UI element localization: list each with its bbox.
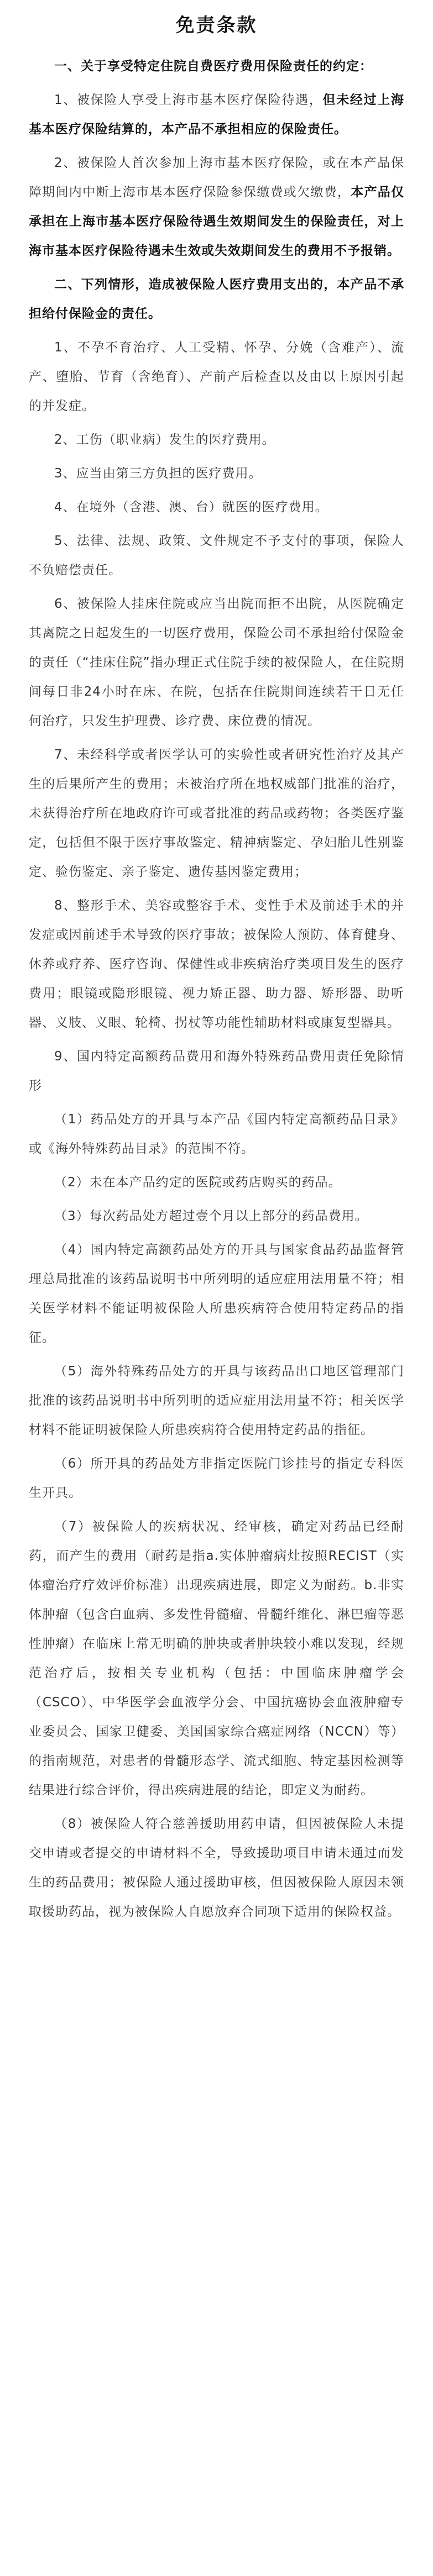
section-heading-1: 一、关于享受特定住院自费医疗费用保险责任的约定：: [54, 59, 373, 73]
exclusion-item: 9、国内特定高额药品费用和海外特殊药品费用责任免除情形: [29, 1049, 404, 1093]
exclusion-item: 2、工伤（职业病）发生的医疗费用。: [54, 433, 275, 447]
drug-exclusion-sub-item: （2）未在本产品约定的医院或药店购买的药品。: [54, 1175, 342, 1190]
clause-1-bold-text: 但未经过上海基本医疗保险结算的，本产品不承担相应的保险责任。: [29, 93, 405, 136]
exclusion-item: 5、法律、法规、政策、文件规定不予支付的事项，保险人不负赔偿责任。: [29, 534, 404, 577]
drug-exclusion-sub-item: （7）被保险人的疾病状况、经审核，确定对药品已经耐药，而产生的费用（耐药是指a.实体肿瘤病灶按照RECIST（实体瘤治疗疗效评价标准）出现疾病进展，即定义为耐药。b.非实体肿瘤（包含白血病、多发性骨髓瘤、骨髓纤维化、淋巴瘤等恶性肿瘤）在临床上常无明确的肿块或者肿块较小难以发现，经规范治疗后，按相关专业机构（包括：中国临床肿瘤学会（CSCO）、中华医学会血液学分会、中国抗癌协会血液肿瘤专业委员会、国家卫健委、美国国家综合癌症网络（NCCN）等）的指南规范，对患者的骨髓形态学、流式细胞、特定基因检测等结果进行综合评价，得出疾病进展的结论，即定义为耐药。: [29, 1520, 404, 1797]
drug-exclusion-sub-item: （4）国内特定高额药品处方的开具与国家食品药品监督管理总局批准的该药品说明书中所列明的适应症用法用量不符；相关医学材料不能证明被保险人所患疾病符合使用特定药品的指征。: [29, 1243, 404, 1345]
drug-exclusion-sub-item: （6）所开具的药品处方非指定医院门诊挂号的指定专科医生开具。: [29, 1457, 404, 1500]
exclusion-item: 7、未经科学或者医学认可的实验性或者研究性治疗及其产生的后果所产生的费用；未被治疗所在地权威部门批准的治疗，未获得治疗所在地政府许可或者批准的药品或药物；各类医疗鉴定，包括但不限于医疗事故鉴定、精神病鉴定、孕妇胎儿性别鉴定、验伤鉴定、亲子鉴定、遗传基因鉴定费用；: [29, 748, 404, 879]
clause-1: [29, 86, 404, 144]
exclusion-item: 6、被保险人挂床住院或应当出院而拒不出院，从医院确定其离院之日起发生的一切医疗费用，保险公司不承担给付保险金的责任（“挂床住院”指办理正式住院手续的被保险人，在住院期间每日非24小时在床、在院，包括在住院期间连续若干日无任何治疗，只发生护理费、诊疗费、床位费的情况。: [29, 597, 404, 728]
exclusion-item: 1、不孕不育治疗、人工受精、怀孕、分娩（含难产）、流产、堕胎、节育（含绝育）、产前产后检查以及由以上原因引起的并发症。: [29, 340, 404, 413]
drug-exclusion-sub-item: （3）每次药品处方超过壹个月以上部分的药品费用。: [54, 1209, 368, 1223]
clause-2: [29, 149, 404, 266]
section-heading-2: 二、下列情形，造成被保险人医疗费用支出的，本产品不承担给付保险金的责任。: [29, 277, 404, 321]
clause-2-text: 2、被保险人首次参加上海市基本医疗保险，或在本产品保障期间内中断上海市基本医疗保险参保缴费或欠缴费，: [29, 156, 404, 199]
exclusion-item: 8、整形手术、美容或整容手术、变性手术及前述手术的并发症或因前述手术导致的医疗事故；被保险人预防、体育健身、休养或疗养、医疗咨询、保健性或非疾病治疗类项目发生的医疗费用；眼镜或隐形眼镜、视力矫正器、助力器、矫形器、助听器、义肢、义眼、轮椅、拐杖等功能性辅助材料或康复型器具。: [29, 898, 404, 1030]
drug-exclusion-sub-item: （8）被保险人符合慈善援助用药申请，但因被保险人未提交申请或者提交的申请材料不全，导致援助项目申请未通过而发生的药品费用；被保险人通过援助审核，但因被保险人原因未领取援助药品，视为被保险人自愿放弃合同项下适用的保险权益。: [29, 1817, 404, 1919]
exclusion-item: 4、在境外（含港、澳、台）就医的医疗费用。: [54, 500, 328, 514]
page-title: 免责条款: [175, 14, 258, 36]
clause-1-text: 1、被保险人享受上海市基本医疗保险待遇，: [54, 93, 323, 107]
clause-2-bold-text: 本产品仅承担在上海市基本医疗保险待遇生效期间发生的保险责任，对上海市基本医疗保险待遇未生效或失效期间发生的费用不予报销。: [29, 185, 405, 258]
drug-exclusion-sub-item: （1）药品处方的开具与本产品《国内特定高额药品目录》或《海外特殊药品目录》的范围不符。: [29, 1112, 404, 1156]
exclusion-item: 3、应当由第三方负担的医疗费用。: [54, 466, 262, 481]
drug-exclusion-sub-item: （5）海外特殊药品处方的开具与该药品出口地区管理部门批准的该药品说明书中所列明的适应症用法用量不符；相关医学材料不能证明被保险人所患疾病符合使用特定药品的指征。: [29, 1364, 404, 1437]
